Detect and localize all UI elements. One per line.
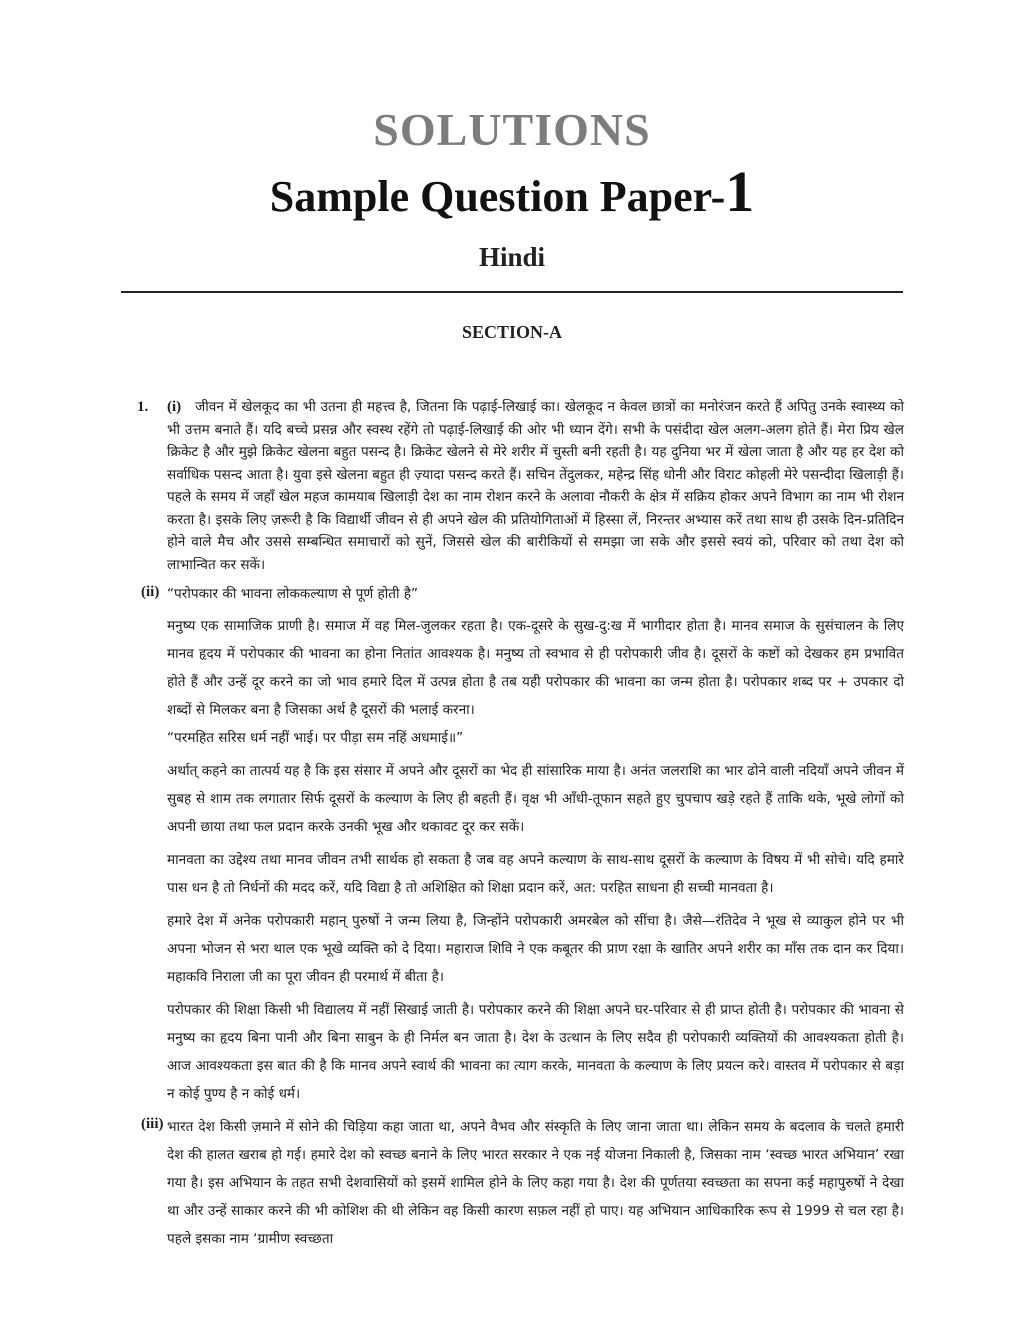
question-number: 1. (137, 399, 149, 415)
part-label-iii: (iii) (141, 1116, 164, 1132)
page-header (0, 100, 1024, 283)
essay-paragraph: मानवता का उद्देश्य तथा मानव जीवन तभी सार्थक हो सकता है जब वह अपने कल्याण के साथ-साथ दूसरों के कल्याण के विषय में भी सोचे। यदि हमारे पास धन है तो निर्धनों की मदद करें, यदि विद्या है तो अशिक्षित को शिक्षा प्रदान करें, अत: परहित साधना ही सच्ची मानवता है। (167, 852, 904, 896)
answer-part-i (167, 396, 904, 576)
subject-title: Hindi (478, 242, 546, 272)
paper-number: 1 (725, 159, 755, 224)
header-divider (121, 291, 903, 293)
part-label-ii: (ii) (141, 584, 160, 600)
paper-title (0, 160, 1024, 229)
question-1 (137, 396, 904, 1253)
answer-part-iii (141, 1113, 904, 1253)
essay-paragraph: मनुष्य एक सामाजिक प्राणी है। समाज में वह मिल-जुलकर रहता है। एक-दूसरे के सुख-दु:ख में भागीदार होता है। मानव समाज के सुसंचालन के लिए मानव हृदय में परोपकार की भावना का होना नितांत आवश्यक है। मनुष्य तो स्वभाव से ही परोपकारी जीव है। दूसरों के कष्टों को देखकर हम प्रभावित होते हैं और उन्हें दूर करने का जो भाव हमारे दिल में उत्पन्न होता है तब यही परोपकार की भावना का जन्म होता है। परोपकार शब्द पर + उपकार दो शब्दों से मिलकर बना है जिसका अर्थ है दूसरों की भलाई करना। (167, 618, 904, 718)
essay-quote: “परमहित सरिस धर्म नहीं भाई। पर पीड़ा सम नहिं अधमाई॥” (167, 730, 464, 746)
part-iii-body: भारत देश किसी ज़माने में सोने की चिड़िया कहा जाता था, अपने वैभव और संस्कृति के लिए जाना जाता था। लेकिन समय के बदलाव के चलते हमारी देश की हालत खराब हो गई। हमारे देश को स्वच्छ बनाने के लिए भारत सरकार ने एक नई योजना निकाली है, जिसका नाम ‘स्वच्छ भारत अभियान’ रखा गया है। इस अभियान के तहत सभी देशवासियों को इसमें शामिल होने के लिए कहा गया है। देश की पूर्णतया स्वच्छता का सपना कई महापुरुषों ने देखा था और उन्हें साकार करने की भी कोशिश की थी लेकिन वह किसी कारण सफ़ल नहीं हो पाए। यह अभियान आधिकारिक रूप से 1999 से चल रहा है। पहले इसका नाम ‘ग्रामीण स्वच्छता (167, 1119, 904, 1247)
answer-part-i-text (167, 396, 904, 576)
part-i-body: जीवन में खेलकूद का भी उतना ही महत्त्व है, जितना कि पढ़ाई-लिखाई का। खेलकूद न केवल छात्रों का मनोरंजन करते हैं अपितु उनके स्वास्थ्य को भी उत्तम बनाते हैं। यदि बच्चे प्रसन्न और स्वस्थ रहेंगे तो पढ़ाई-लिखाई की ओर भी ध्यान देंगे। सभी के पसंदीदा खेल अलग-अलग होते हैं। मेरा प्रिय खेल क्रिकेट है और मुझे क्रिकेट खेलना बहुत पसन्द है। क्रिकेट खेलने से मेरे शरीर में चुस्ती बनी रहती है। यह दुनिया भर में खेला जाता है और यह हर देश को सर्वाधिक पसन्द आता है। युवा इसे खेलना बहुत ही ज़्यादा पसन्द करते हैं। सचिन तेंदुलकर, महेन्द्र सिंह धोनी और विराट कोहली मेरे पसन्दीदा खिलाड़ी हैं। पहले के समय में जहाँ खेल महज कामयाब खिलाड़ी देश का नाम रोशन करने के अलावा नौकरी के क्षेत्र में सक्रिय होकर अपने विभाग का नाम भी रोशन करता है। इसके लिए ज़रूरी है कि विद्यार्थी जीवन से ही अपने खेल की प्रतियोगिताओं में हिस्सा लें, निरन्तर अभ्यास करें तथा साथ ही उसके दिन-प्रतिदिन होने वाले मैच और उससे सम्बन्धित समाचारों को सुनें, जिससे खेल की बारीकियों से समझा जा सके और इससे स्वयं को, परिवार को तथा देश को लाभान्वित कर सकें। (167, 399, 904, 573)
part-label-i: (i) (167, 399, 182, 415)
answer-content (137, 396, 904, 1253)
paper-title-text: Sample Question Paper- (269, 172, 726, 221)
answer-part-ii (141, 581, 904, 1108)
section-heading: SECTION-A (461, 322, 563, 342)
essay-paragraph: हमारे देश में अनेक परोपकारी महान् पुरुषों ने जन्म लिया है, जिन्होंने परोपकारी अमरबेल को सींचा है। जैसे—रंतिदेव ने भूख से व्याकुल होने पर भी अपना भोजन से भरा थाल एक भूखे व्यक्ति को दे दिया। महाराज शिवि ने एक कबूतर की प्राण रक्षा के खातिर अपने शरीर का माँस तक दान कर दिया। महाकवि निराला जी का पूरा जीवन ही परमार्थ में बीता है। (167, 913, 904, 985)
essay-paragraph: परोपकार की शिक्षा किसी भी विद्यालय में नहीं सिखाई जाती है। परोपकार करने की शिक्षा अपने घर-परिवार से ही प्राप्त होती है। परोपकार की भावना से मनुष्य का हृदय बिना पानी और बिना साबुन के ही निर्मल बन जाता है। देश के उत्थान के लिए सदैव ही परोपकारी व्यक्तियों की आवश्यकता होती है। आज आवश्यकता इस बात की है कि मानव अपने स्वार्थ की भावना का त्याग करके, मानवता के कल्याण के लिए प्रयत्न करे। वास्तव में परोपकार से बड़ा न कोई पुण्य है न कोई धर्म। (167, 1002, 904, 1102)
essay-title: “परोपकार की भावना लोककल्याण से पूर्ण होती है” (167, 586, 419, 602)
solutions-title: SOLUTIONS (373, 104, 651, 155)
essay-paragraph: अर्थात् कहने का तात्पर्य यह है कि इस संसार में अपने और दूसरों का भेद ही सांसारिक माया है। अनंत जलराशि का भार ढोने वाली नदियाँ अपने जीवन में सुबह से शाम तक लगातार सिर्फ दूसरों के कल्याण के लिए ही बहती हैं। वृक्ष भी आँधी-तूफान सहते हुए चुपचाप खड़े रहते हैं ताकि थके, भूखे लोगों को अपनी छाया तथा फल प्रदान करके उनकी भूख और थकावट दूर कर सकें। (167, 763, 904, 835)
